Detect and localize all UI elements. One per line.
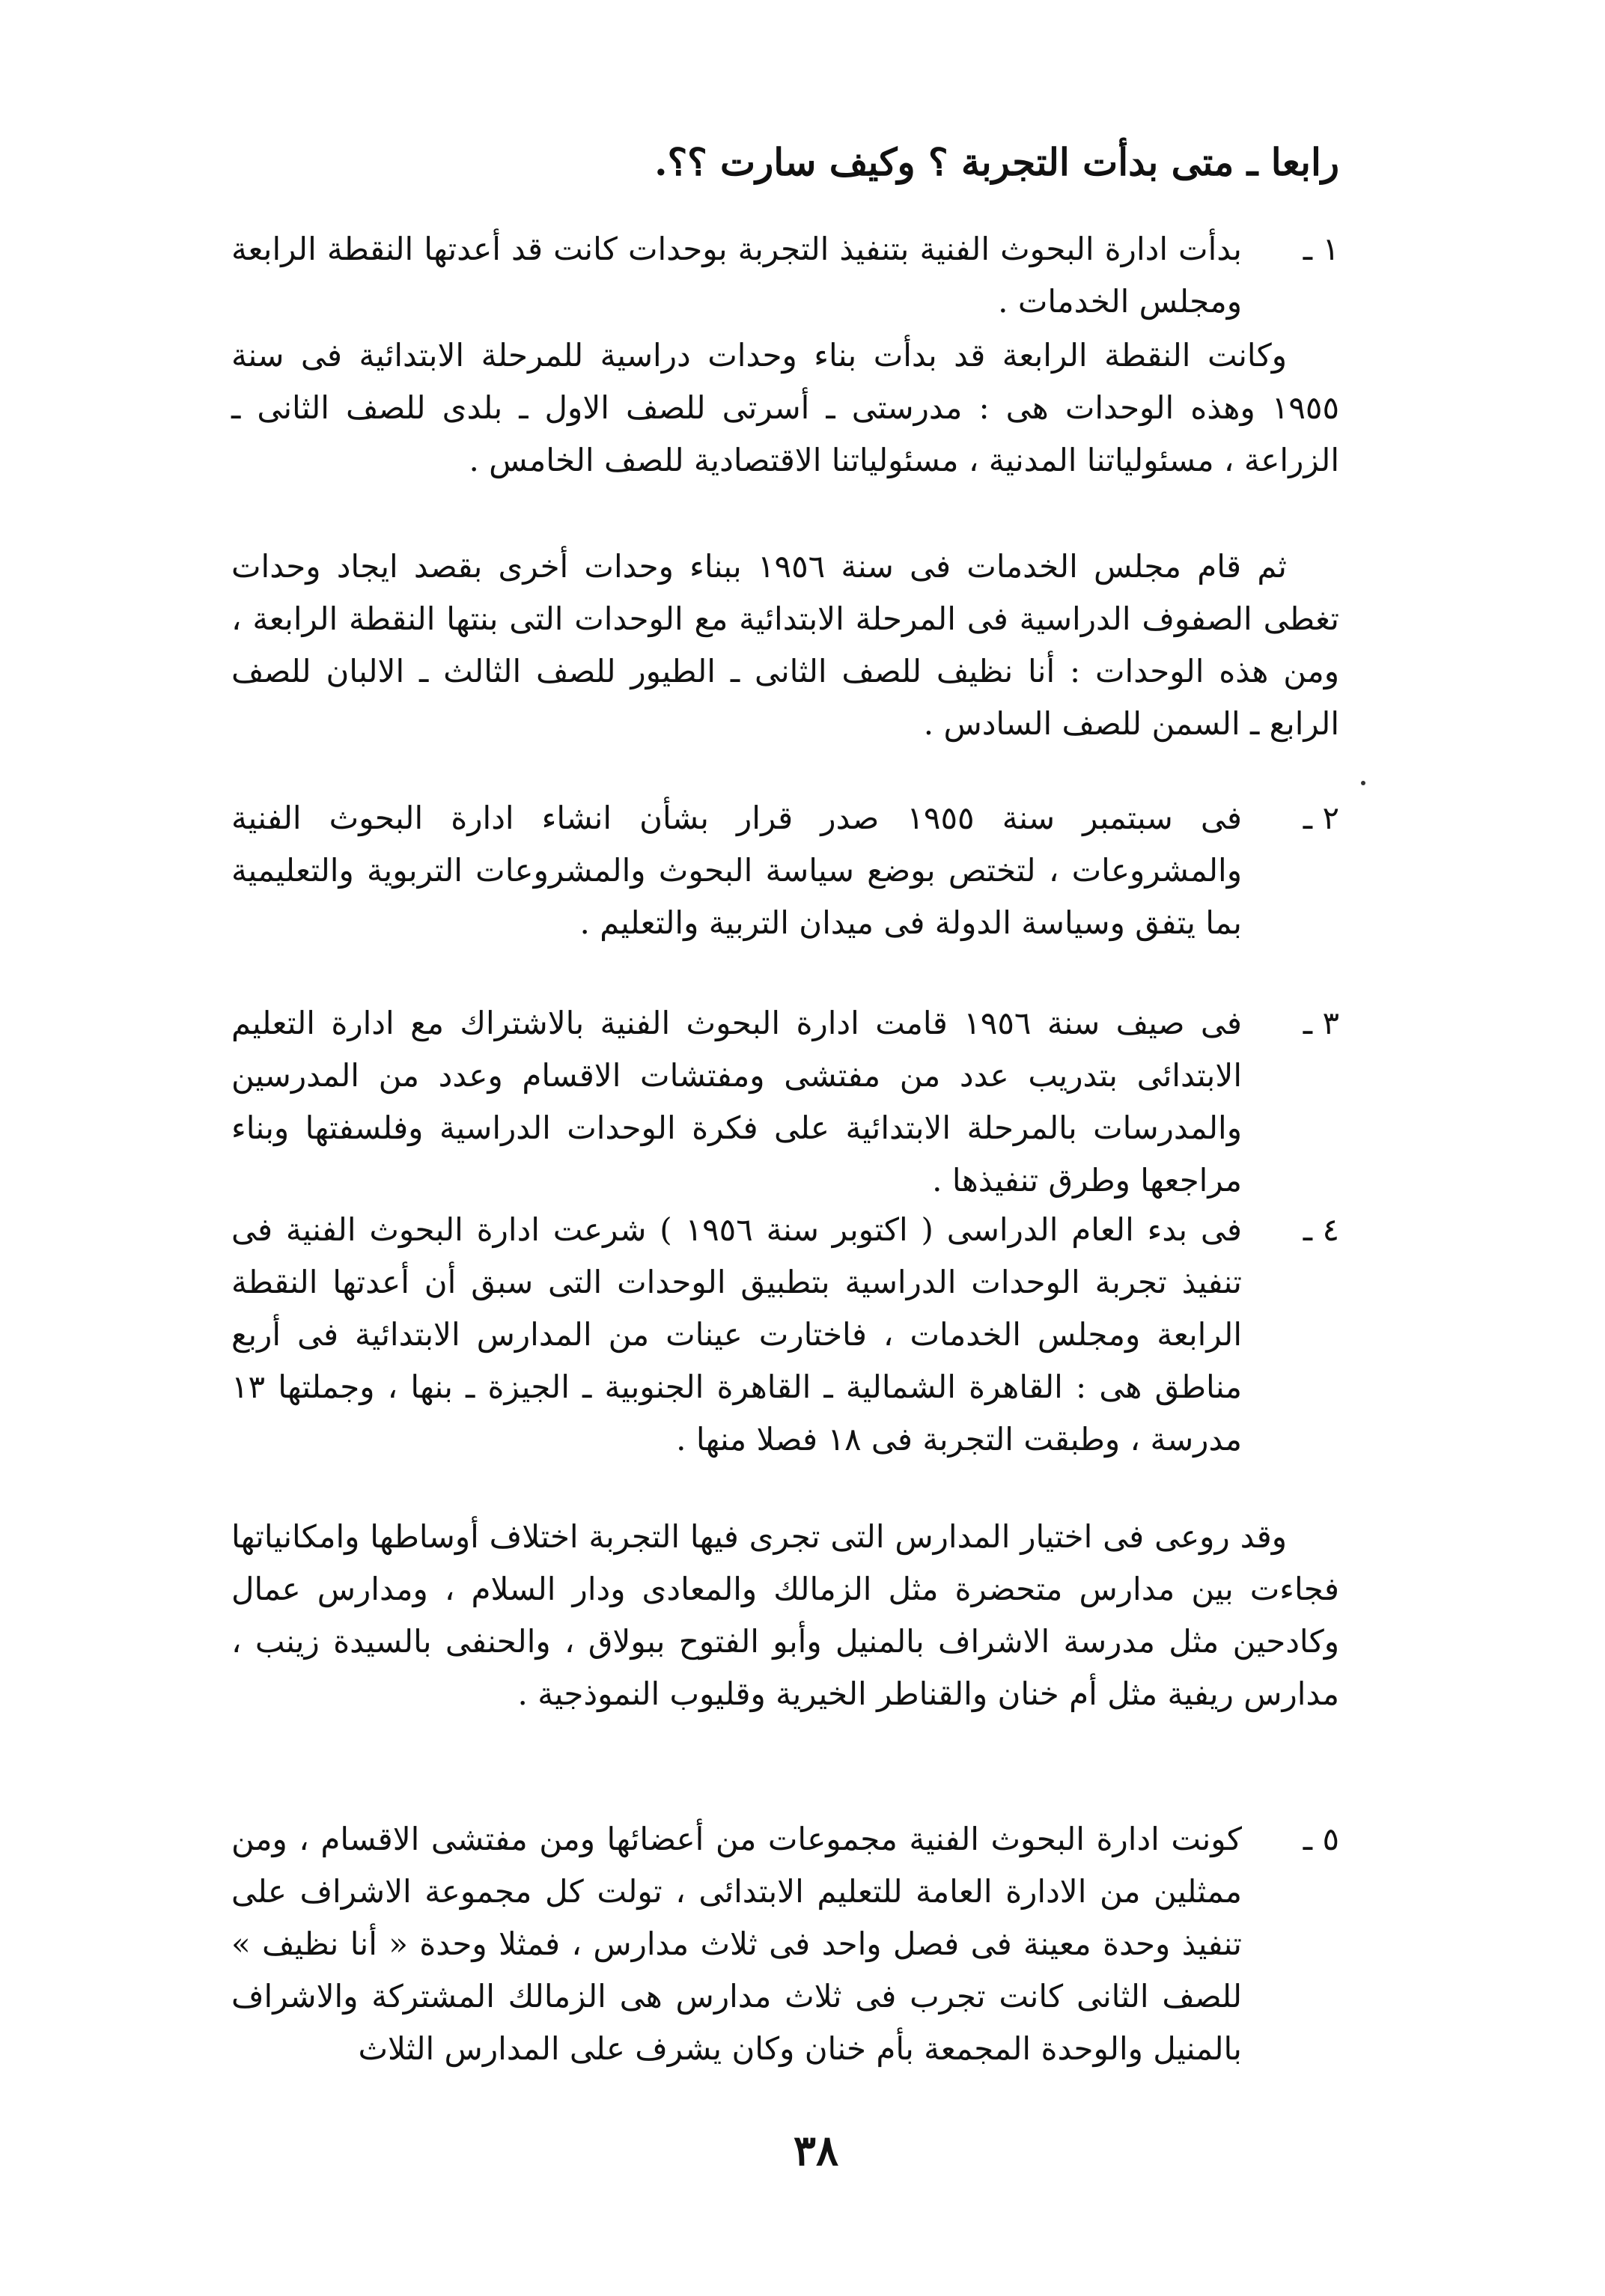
item-number: ٢ ـ [1303, 800, 1339, 836]
item-number: ٥ ـ [1303, 1821, 1339, 1857]
item-text: فى سبتمبر سنة ١٩٥٥ صدر قرار بشأن انشاء ادارة البحوث الفنية والمشروعات ، لتختص بوضع سياسة البحوث والمشروعات التربوية والتعليمية بما يتفق وسياسة الدولة فى ميدان التربية والتعليم . [231, 800, 1243, 941]
item-text: بدأت ادارة البحوث الفنية بتنفيذ التجربة بوحدات كانت قد أعدتها النقطة الرابعة ومجلس الخدمات . [231, 231, 1242, 320]
item-text: فى صيف سنة ١٩٥٦ قامت ادارة البحوث الفنية بالاشتراك مع ادارة التعليم الابتدائى بتدريب عدد من مفتشى ومفتشات الاقسام وعدد من المدرسين والمدرسات بالمرحلة الابتدائية على فكرة الوحدات الدراسية وفلسفتها وبناء مراجعها وطرق تنفيذها . [231, 1005, 1242, 1199]
numbered-item-2 [231, 792, 1339, 949]
item-number: ٣ ـ [1303, 1005, 1339, 1041]
numbered-item-5 [231, 1813, 1339, 2075]
item-number: ٤ ـ [1303, 1211, 1339, 1248]
paragraph-school-selection: وقد روعى فى اختيار المدارس التى تجرى فيها التجربة اختلاف أوساطها وامكانياتها فجاءت بين مدارس متحضرة مثل الزمالك والمعادى ودار السلام ، ومدارس عمال وكادحين مثل مدرسة الاشراف بالمنيل وأبو الفتوح ببولاق ، والحنفى بالسيدة زينب ، مدارس ريفية مثل أم خنان والقناطر الخيرية وقليوب النموذجية . [231, 1518, 1339, 1712]
paragraph-services-council: ثم قام مجلس الخدمات فى سنة ١٩٥٦ ببناء وحدات أخرى بقصد ايجاد وحدات تغطى الصفوف الدراسية فى المرحلة الابتدائية مع الوحدات التى بنتها النقطة الرابعة ، ومن هذه الوحدات : أنا نظيف للصف الثانى ـ الطيور للصف الثالث ـ الالبان للصف الرابع ـ السمن للصف السادس . [231, 548, 1339, 742]
paragraph-point-four: وكانت النقطة الرابعة قد بدأت بناء وحدات دراسية للمرحلة الابتدائية فى سنة ١٩٥٥ وهذه الوحدات هى : مدرستى ـ أسرتى للصف الاول ـ بلدى للصف الثانى ـ الزراعة ، مسئولياتنا المدنية ، مسئولياتنا الاقتصادية للصف الخامس . [231, 337, 1339, 478]
section-heading: رابعا ـ متى بدأت التجربة ؟ وكيف سارت ؟؟. [654, 140, 1339, 184]
item-text: فى بدء العام الدراسى ( اكتوبر سنة ١٩٥٦ ) شرعت ادارة البحوث الفنية فى تنفيذ تجربة الوحدات الدراسية بتطبيق الوحدات التى سبق أن أعدتها النقطة الرابعة ومجلس الخدمات ، فاختارت عينات من المدارس الابتدائية فى أربع مناطق هى : القاهرة الشمالية ـ القاهرة الجنوبية ـ الجيزة ـ بنها ، وجملتها ١٣ مدرسة ، وطبقت التجربة فى ١٨ فصلا منها . [231, 1211, 1242, 1458]
numbered-item-1 [231, 223, 1339, 328]
numbered-item-3 [231, 997, 1339, 1207]
item-number: ١ ـ [1303, 231, 1339, 267]
page-number: ٣٨ [793, 2126, 839, 2175]
scan-speck [1361, 781, 1365, 785]
numbered-item-4 [231, 1204, 1339, 1466]
item-text: كونت ادارة البحوث الفنية مجموعات من أعضائها ومن مفتشى الاقسام ، ومن ممثلين من الادارة العامة للتعليم الابتدائى ، تولت كل مجموعة الاشراف على تنفيذ وحدة معينة فى فصل واحد فى ثلاث مدارس ، فمثلا وحدة « أنا نظيف » للصف الثانى كانت تجرب فى ثلاث مدارس هى الزمالك المشتركة والاشراف بالمنيل والوحدة المجمعة بأم خنان وكان يشرف على المدارس الثلاث [231, 1821, 1242, 2067]
